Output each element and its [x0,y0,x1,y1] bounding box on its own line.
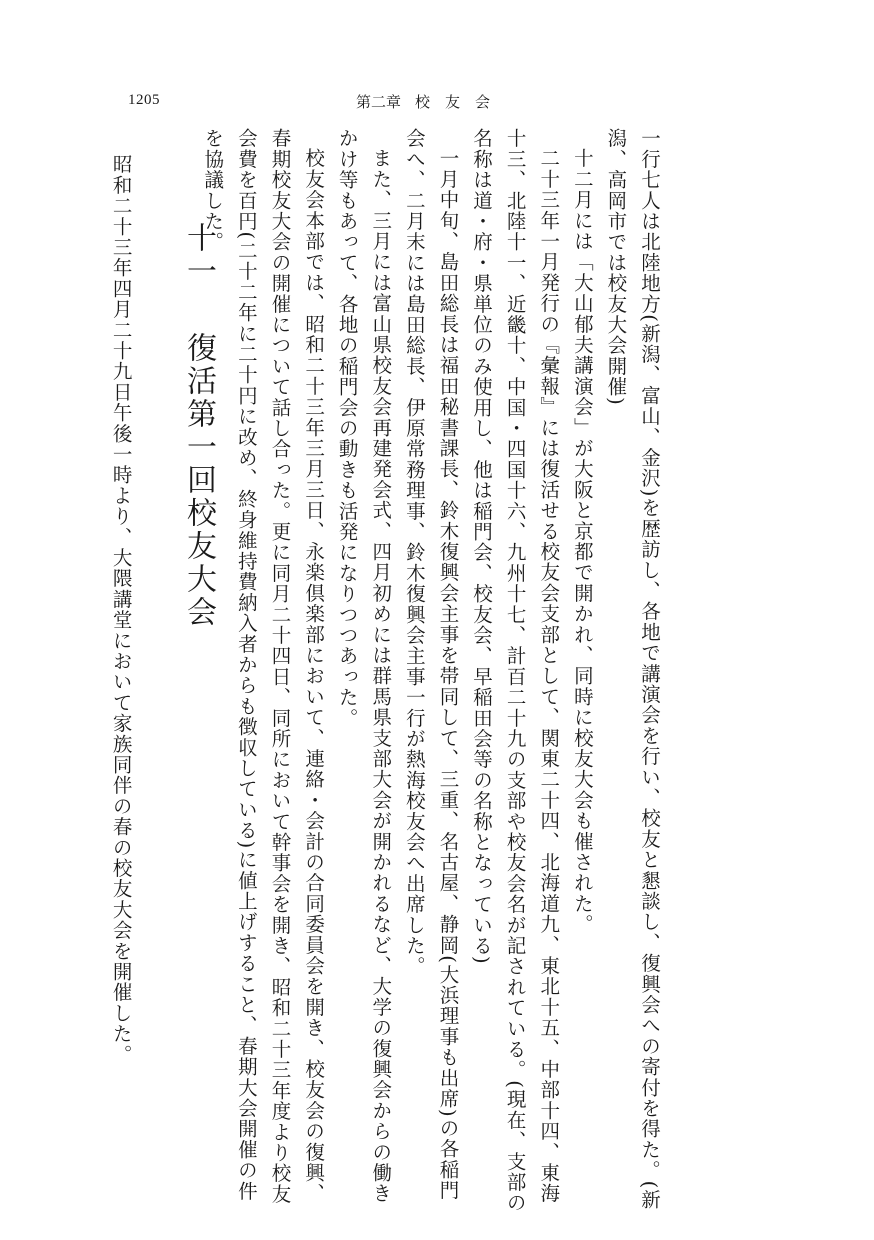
paragraph: 一行七人は北陸地方(新潟、富山、金沢)を歴訪し、各地で講演会を行い、校友と懇談し、復興会への寄付を得た。(新潟、高岡市では校友大会開催) [604,128,661,1211]
body-text [196,128,666,1218]
paragraph: 校友会本部では、昭和二十三年三月三日、永楽倶楽部において、連絡・会計の合同委員会を開き、校友会の復興、春期校友大会の開催について話し合った。更に同月二十四日、同所において幹事会を開き、昭和二十三年度より校友会費を百円(二十二年に二十円に改め、終身維持費納入者からも徴収している)に値上げすること、春期大会開催の件を協議した。 [201,128,326,1205]
section-number: 十一 [181,222,216,288]
paragraph: 一月中旬、島田総長は福田秘書課長、鈴木復興会主事を帯同して、三重、名古屋、静岡(大浜理事も出席)の各稲門会へ、二月末には島田総長、伊原常務理事、鈴木復興会主事一行が熱海校友会へ出席した。 [402,128,460,1201]
running-head-chapter: 第二章 [356,93,402,111]
paragraph: 十二月には「大山郁夫講演会」が大阪と京都で開かれ、同時に校友大会も催された。 [570,147,594,935]
section-body [104,154,138,1194]
paragraph: 二十三年一月発行の『彙報』には復活せる校友会支部として、関東二十四、北海道九、東北十五、中部十四、東海十三、北陸十一、近畿十、中国・四国十六、九州十七、計百二十九の支部や校友会名が記されている。(現在、支部の名称は道・府・県単位のみ使用し、他は稲門会、校友会、早稲田会等の名称となっている) [470,128,561,1214]
section-title: 復活第一回校友大会 [181,332,216,629]
paragraph: また、三月には富山県校友会再建発会式、四月初めには群馬県支部大会が開かれるなど、大学の復興会からの働きかけ等もあって、各地の稲門会の動きも活発になりつつあった。 [335,128,393,1204]
page-number: 1205 [128,92,160,108]
running-head [356,91,490,112]
paragraph: 昭和二十三年四月二十九日午後一時より、大隈講堂において家族同伴の春の校友大会を開催した。 [109,154,133,1065]
section-heading [178,222,218,629]
running-head-title: 校 友 会 [415,93,491,111]
